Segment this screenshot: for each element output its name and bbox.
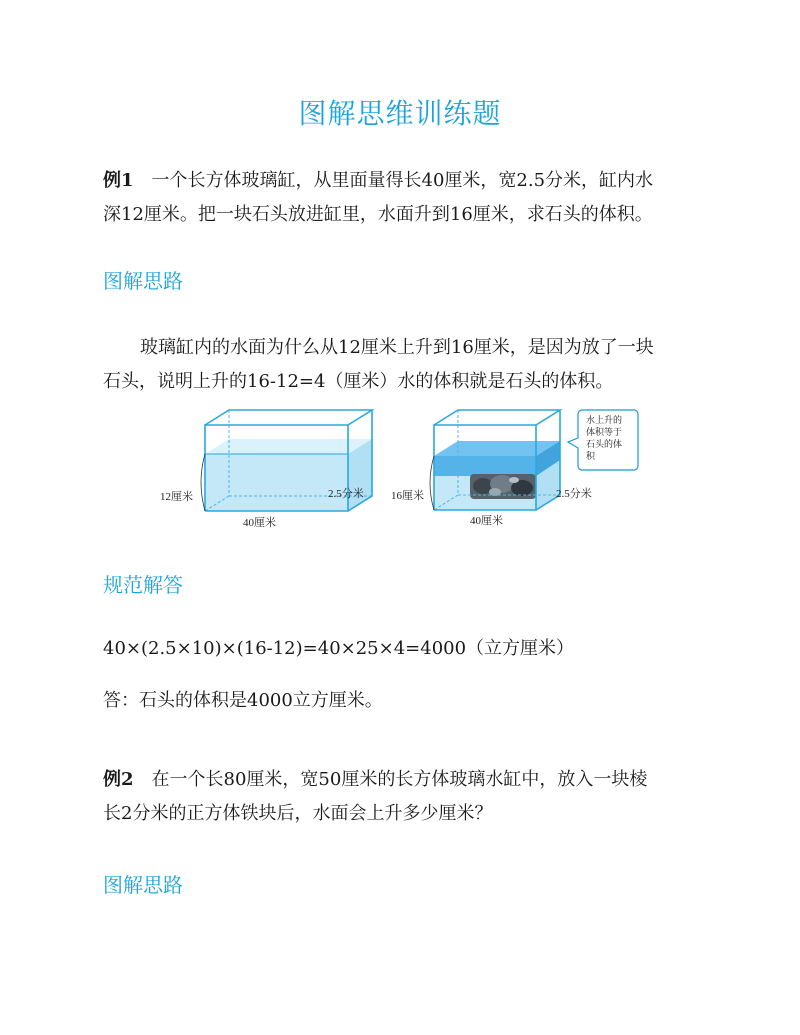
example1-line1: 一个长方体玻璃缸，从里面量得长40厘米，宽2.5分米，缸内水	[151, 170, 654, 191]
explanation-line2: 石头，说明上升的16-12=4（厘米）水的体积就是石头的体积。	[103, 371, 614, 392]
right-length-label: 40厘米	[470, 515, 503, 527]
example1-text	[103, 164, 703, 232]
explanation-line1: 玻璃缸内的水面为什么从12厘米上升到16厘米，是因为放了一块	[140, 337, 654, 358]
example2-text	[103, 763, 703, 831]
tank-figure	[150, 406, 670, 536]
left-height-label: 12厘米	[160, 491, 193, 503]
example1-line2: 深12厘米。把一块石头放进缸里，水面升到16厘米，求石头的体积。	[103, 204, 653, 225]
example1-label: 例1	[103, 170, 134, 191]
answer-conclusion: 答：石头的体积是4000立方厘米。	[103, 690, 383, 711]
section-heading-thinking-2: 图解思路	[103, 873, 183, 897]
explanation-text	[103, 331, 703, 399]
callout-line1: 水上升的	[586, 416, 623, 426]
right-tank	[430, 410, 560, 510]
left-length-label: 40厘米	[243, 517, 276, 529]
left-water-top	[205, 439, 372, 454]
example2-line1: 在一个长80厘米，宽50厘米的长方体玻璃水缸中，放入一块棱	[151, 769, 648, 790]
example2-line2: 长2分米的正方体铁块后，水面会上升多少厘米？	[103, 803, 493, 824]
section-heading-answer: 规范解答	[103, 573, 183, 597]
answer-block	[103, 632, 703, 666]
raised-water-band	[434, 456, 536, 476]
callout-line4: 积	[586, 452, 596, 462]
left-width-label: 2.5分米	[328, 488, 364, 500]
section-heading-thinking-1: 图解思路	[103, 269, 183, 293]
callout-line3: 石头的体	[586, 440, 623, 450]
page-title: 图解思维训练题	[298, 97, 502, 130]
right-height-label: 16厘米	[391, 490, 424, 502]
callout-line2: 体积等于	[586, 428, 623, 438]
right-width-label: 2.5分米	[556, 488, 592, 500]
answer-conclusion-block	[103, 684, 703, 718]
example2-label: 例2	[103, 769, 134, 790]
left-water-front	[205, 454, 348, 511]
answer-formula: 40×(2.5×10)×(16-12)=40×25×4=4000（立方厘米）	[103, 638, 575, 659]
